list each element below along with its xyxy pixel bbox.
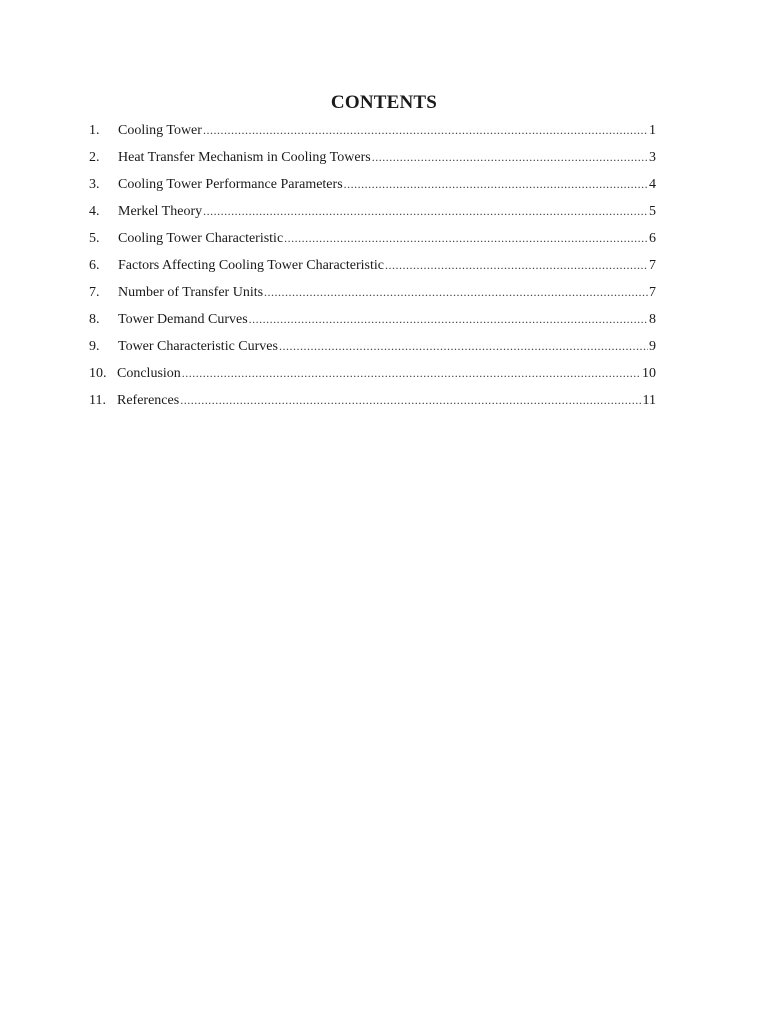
dot-leader	[203, 200, 648, 222]
table-of-contents	[89, 119, 656, 416]
toc-entry-title: Tower Demand Curves	[118, 312, 248, 327]
dot-leader	[203, 119, 648, 141]
toc-entry-page: 6	[649, 231, 656, 246]
toc-entry-page: 4	[649, 177, 656, 192]
toc-entry-title: Cooling Tower	[118, 123, 202, 138]
dot-leader	[264, 281, 648, 303]
toc-entry-title: References	[117, 393, 180, 408]
toc-entry-number: 8.	[89, 312, 100, 327]
toc-entry-3[interactable]	[89, 173, 656, 200]
dot-leader	[344, 173, 648, 195]
toc-entry-page: 7	[649, 258, 656, 273]
toc-entry-9[interactable]	[89, 335, 656, 362]
toc-entry-page: 11	[642, 393, 656, 408]
toc-entry-title: Merkel Theory	[118, 204, 203, 219]
toc-entry-page: 8	[649, 312, 656, 327]
toc-entry-number: 9.	[89, 339, 100, 354]
toc-entry-4[interactable]	[89, 200, 656, 227]
toc-entry-number: 1.	[89, 123, 100, 138]
dot-leader	[279, 335, 648, 357]
dot-leader	[182, 362, 641, 384]
toc-entry-10[interactable]	[89, 362, 656, 389]
toc-entry-title: Cooling Tower Characteristic	[118, 231, 284, 246]
toc-entry-number: 5.	[89, 231, 100, 246]
toc-entry-page: 3	[649, 150, 656, 165]
toc-entry-8[interactable]	[89, 308, 656, 335]
toc-entry-title: Number of Transfer Units	[118, 285, 264, 300]
toc-entry-title: Conclusion	[117, 366, 181, 381]
toc-entry-title: Cooling Tower Performance Parameters	[118, 177, 343, 192]
toc-entry-11[interactable]	[89, 389, 656, 416]
toc-entry-5[interactable]	[89, 227, 656, 254]
toc-entry-page: 10	[642, 366, 656, 381]
toc-entry-page: 9	[649, 339, 656, 354]
toc-entry-number: 11.	[89, 393, 106, 408]
toc-entry-title: Tower Characteristic Curves	[118, 339, 278, 354]
dot-leader	[180, 389, 641, 411]
toc-entry-number: 3.	[89, 177, 100, 192]
toc-entry-title: Heat Transfer Mechanism in Cooling Towers	[118, 150, 371, 165]
toc-entry-page: 7	[649, 285, 656, 300]
toc-entry-title: Factors Affecting Cooling Tower Characteristic	[118, 258, 384, 273]
toc-entry-page: 5	[649, 204, 656, 219]
toc-entry-7[interactable]	[89, 281, 656, 308]
toc-entry-number: 2.	[89, 150, 100, 165]
toc-entry-6[interactable]	[89, 254, 656, 281]
toc-entry-page: 1	[649, 123, 656, 138]
dot-leader	[284, 227, 648, 249]
dot-leader	[249, 308, 648, 330]
toc-entry-number: 4.	[89, 204, 100, 219]
dot-leader	[385, 254, 648, 276]
toc-entry-number: 10.	[89, 366, 107, 381]
toc-entry-2[interactable]	[89, 146, 656, 173]
dot-leader	[372, 146, 648, 168]
page-title: CONTENTS	[330, 92, 438, 113]
toc-entry-number: 7.	[89, 285, 100, 300]
toc-entry-1[interactable]	[89, 119, 656, 146]
toc-entry-number: 6.	[89, 258, 100, 273]
